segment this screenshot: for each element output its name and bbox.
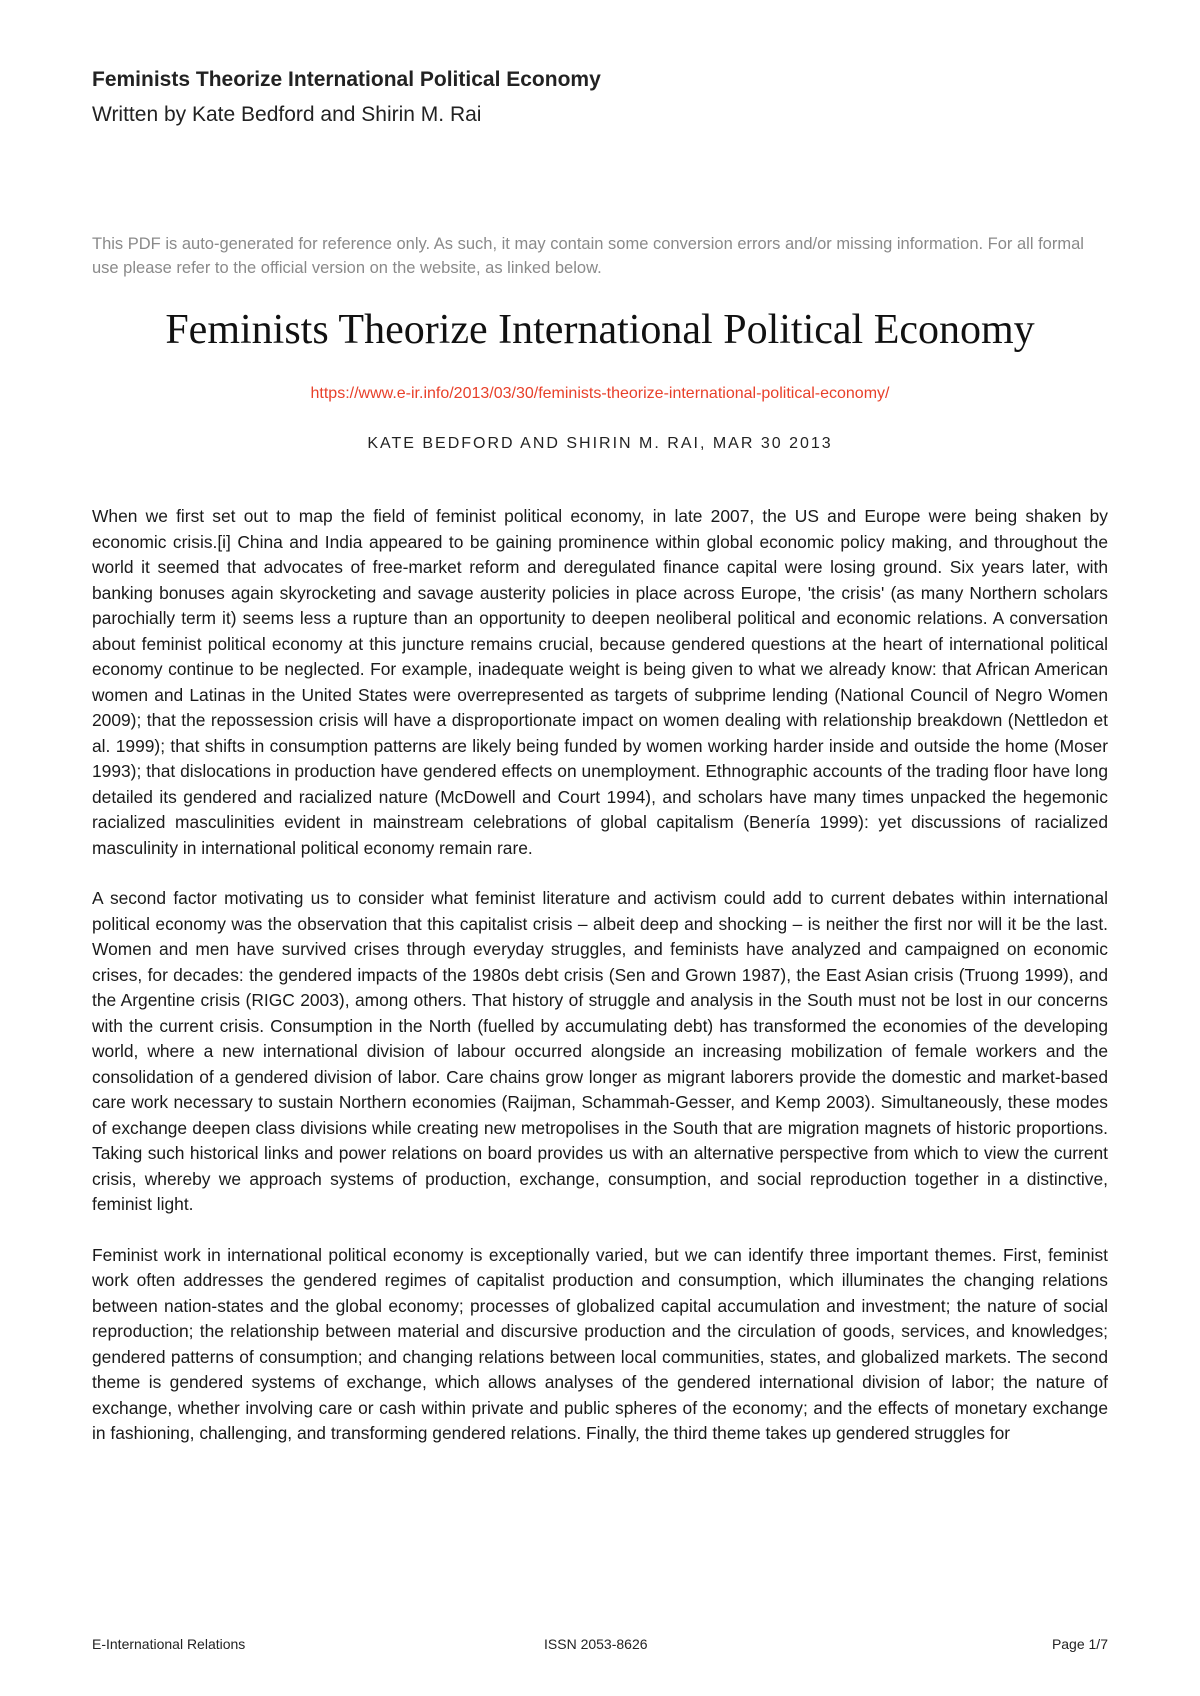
article-title: Feminists Theorize International Political Economy (165, 307, 1035, 353)
running-header-title: Feminists Theorize International Political Economy (92, 68, 601, 91)
footer-page-number: Page 1/7 (1051, 1636, 1108, 1652)
footer-issn: ISSN 2053-8626 (544, 1636, 648, 1652)
article-body (92, 504, 1108, 1472)
auto-generated-notice: This PDF is auto-generated for reference only. As such, it may contain some conversion errors and/or missing information. For all formal use please refer to the official version on the website, as linked below. (92, 235, 1084, 277)
running-header-authors: Written by Kate Bedford and Shirin M. Rai (92, 103, 482, 126)
body-paragraph: When we first set out to map the field of feminist political economy, in late 2007, the US and Europe were being shaken by economic crisis.[i] China and India appeared to be gaining prominence within global economic policy making, and throughout the world it seemed that advocates of free-market reform and deregulated finance capital were losing ground. Six years later, with banking bonuses again skyrocketing and savage austerity policies in place across Europe, 'the crisis' (as many Northern scholars parochially term it) seems less a rupture than an opportunity to deepen neoliberal political and economic relations. A conversation about feminist political economy at this juncture remains crucial, because gendered questions at the heart of international political economy continue to be neglected. For example, inadequate weight is being given to what we already know: that African American women and Latinas in the United States were overrepresented as targets of subprime lending (National Council of Negro Women 2009); that the repossession crisis will have a disproportionate impact on women dealing with relationship breakdown (Nettledon et al. 1999); that shifts in consumption patterns are likely being funded by women working harder inside and outside the home (Moser 1993); that dislocations in production have gendered effects on unemployment. Ethnographic accounts of the trading floor have long detailed its gendered and racialized nature (McDowell and Court 1994), and scholars have many times unpacked the hegemonic racialized masculinities evident in mainstream celebrations of global capitalism (Benería 1999): yet discussions of racialized masculinity in international political economy remain rare. (92, 506, 1108, 858)
footer-publisher: E-International Relations (92, 1636, 246, 1652)
body-paragraph: A second factor motivating us to consider what feminist literature and activism could add to current debates within international political economy was the observation that this capitalist crisis – albeit deep and shocking – is neither the first nor will it be the last. Women and men have survived crises through everyday struggles, and feminists have analyzed and campaigned on economic crises, for decades: the gendered impacts of the 1980s debt crisis (Sen and Grown 1987), the East Asian crisis (Truong 1999), and the Argentine crisis (RIGC 2003), among others. That history of struggle and analysis in the South must not be lost in our concerns with the current crisis. Consumption in the North (fuelled by accumulating debt) has transformed the economies of the developing world, where a new international division of labour occurred alongside an increasing mobilization of female workers and the consolidation of a gendered division of labor. Care chains grow longer as migrant laborers provide the domestic and market-based care work necessary to sustain Northern economies (Raijman, Schammah-Gesser, and Kemp 2003). Simultaneously, these modes of exchange deepen class divisions while creating new metropolises in the South that are migration magnets of historic proportions. Taking such historical links and power relations on board provides us with an alternative perspective from which to view the current crisis, whereby we approach systems of production, exchange, consumption, and social reproduction together in a distinctive, feminist light. (92, 888, 1108, 1214)
article-byline: KATE BEDFORD AND SHIRIN M. RAI, MAR 30 2013 (367, 435, 833, 452)
body-paragraph: Feminist work in international political economy is exceptionally varied, but we can identify three important themes. First, feminist work often addresses the gendered regimes of capitalist production and consumption, which illuminates the changing relations between nation-states and the global economy; processes of globalized capital accumulation and investment; the nature of social reproduction; the relationship between material and discursive production and the circulation of goods, services, and knowledges; gendered patterns of consumption; and changing relations between local communities, states, and globalized markets. The second theme is gendered systems of exchange, which allows analyses of the gendered international division of labor; the nature of exchange, whether involving care or cash within private and public spheres of the economy; and the effects of monetary exchange in fashioning, challenging, and transforming gendered relations. Finally, the third theme takes up gendered struggles for (92, 1244, 1108, 1443)
article-url-link[interactable]: https://www.e-ir.info/2013/03/30/feminists-theorize-international-political-economy/ (310, 385, 890, 402)
